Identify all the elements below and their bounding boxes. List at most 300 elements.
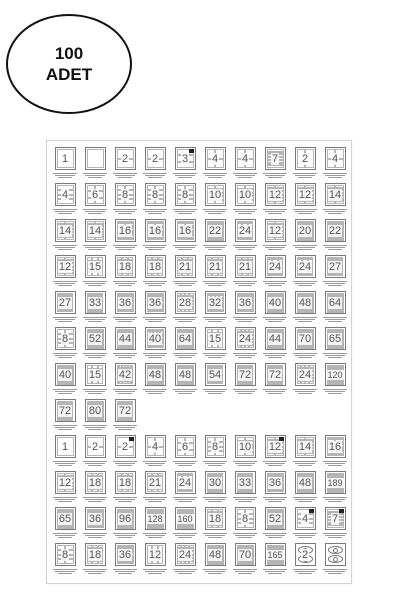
template-caption-lines [262, 496, 288, 502]
label-template-thumbnail [325, 435, 346, 458]
label-template-thumbnail [145, 363, 166, 386]
label-template-thumbnail [85, 147, 106, 170]
template-caption-lines [262, 532, 288, 538]
labels-per-sheet-count: 42 [118, 368, 132, 381]
label-template-thumbnail [295, 219, 316, 242]
template-caption-lines [112, 172, 138, 178]
labels-per-sheet-count: 24 [238, 224, 252, 237]
label-template-thumbnail [265, 471, 286, 494]
label-template [172, 363, 198, 397]
label-template [112, 255, 138, 289]
template-caption-lines [82, 496, 108, 502]
template-caption-lines [292, 568, 318, 574]
template-caption-lines [82, 352, 108, 358]
template-caption-lines [142, 388, 168, 394]
label-template [322, 219, 348, 253]
label-template-thumbnail [295, 507, 316, 530]
label-template [142, 219, 168, 253]
template-caption-lines [232, 460, 258, 466]
label-template [262, 183, 288, 217]
label-template [172, 507, 198, 541]
template-caption-lines [112, 316, 138, 322]
template-caption-lines [112, 352, 138, 358]
labels-per-sheet-count: 12 [298, 188, 312, 201]
label-template-thumbnail [265, 327, 286, 350]
labels-per-sheet-count: 165 [267, 549, 283, 560]
template-caption-lines [232, 244, 258, 250]
label-template [172, 327, 198, 361]
template-caption-lines [202, 208, 228, 214]
label-template-thumbnail [205, 291, 226, 314]
template-caption-lines [292, 244, 318, 250]
label-template [202, 471, 228, 505]
label-template [142, 435, 168, 469]
template-caption-lines [82, 460, 108, 466]
label-template [112, 435, 138, 469]
template-caption-lines [202, 172, 228, 178]
label-template-thumbnail [175, 435, 196, 458]
template-caption-lines [322, 316, 348, 322]
label-template [52, 147, 78, 181]
template-caption-lines [262, 568, 288, 574]
label-template-thumbnail [145, 471, 166, 494]
template-caption-lines [232, 172, 258, 178]
labels-per-sheet-count: 40 [58, 368, 72, 381]
label-template [262, 435, 288, 469]
label-template-thumbnail [85, 363, 106, 386]
label-template-thumbnail [235, 255, 256, 278]
label-template-thumbnail [145, 543, 166, 566]
label-template-thumbnail [265, 435, 286, 458]
label-template [232, 471, 258, 505]
label-template-thumbnail [145, 255, 166, 278]
labels-per-sheet-count: 64 [178, 332, 192, 345]
template-caption-lines [52, 532, 78, 538]
labels-per-sheet-count: 24 [268, 260, 282, 273]
template-caption-lines [142, 316, 168, 322]
label-template [322, 255, 348, 289]
template-caption-lines [232, 496, 258, 502]
label-template-thumbnail [295, 363, 316, 386]
template-caption-lines [52, 424, 78, 430]
label-template-thumbnail [265, 147, 286, 170]
label-template [292, 507, 318, 541]
label-template [322, 147, 348, 181]
template-caption-lines [112, 568, 138, 574]
template-caption-lines [322, 568, 348, 574]
label-template [142, 507, 168, 541]
label-template-thumbnail [295, 327, 316, 350]
label-template-thumbnail [145, 327, 166, 350]
template-caption-lines [292, 172, 318, 178]
template-caption-lines [172, 460, 198, 466]
template-caption-lines [52, 388, 78, 394]
template-caption-lines [232, 532, 258, 538]
labels-per-sheet-count: 24 [178, 476, 192, 489]
label-template [232, 435, 258, 469]
template-caption-lines [322, 280, 348, 286]
labels-per-sheet-count: 80 [88, 404, 102, 417]
label-template [52, 471, 78, 505]
label-template [292, 183, 318, 217]
label-template [142, 471, 168, 505]
label-template [172, 471, 198, 505]
label-template [292, 219, 318, 253]
label-template-thumbnail [295, 435, 316, 458]
label-template-thumbnail [55, 543, 76, 566]
label-template-thumbnail [85, 543, 106, 566]
label-template [322, 543, 348, 577]
template-caption-lines [292, 460, 318, 466]
labels-per-sheet-count: 160 [177, 513, 193, 524]
labels-per-sheet-count: 7 [271, 152, 279, 165]
label-template-thumbnail [175, 363, 196, 386]
labels-per-sheet-count: 4 [331, 152, 339, 165]
template-caption-lines [52, 172, 78, 178]
template-caption-lines [142, 208, 168, 214]
label-template-thumbnail [295, 255, 316, 278]
label-template [142, 327, 168, 361]
template-caption-lines [262, 352, 288, 358]
label-template [82, 471, 108, 505]
label-template-thumbnail [205, 543, 226, 566]
labels-per-sheet-count: 22 [328, 224, 342, 237]
labels-per-sheet-count: 48 [178, 368, 192, 381]
label-template-thumbnail [115, 471, 136, 494]
label-template [232, 507, 258, 541]
labels-per-sheet-count: 3 [181, 152, 189, 165]
label-template-thumbnail [85, 291, 106, 314]
template-caption-lines [142, 460, 168, 466]
labels-per-sheet-count: 8 [61, 332, 69, 345]
template-caption-lines [322, 496, 348, 502]
label-template [82, 363, 108, 397]
template-caption-lines [112, 388, 138, 394]
labels-per-sheet-count: 4 [211, 152, 219, 165]
template-caption-lines [262, 388, 288, 394]
template-caption-lines [82, 388, 108, 394]
labels-per-sheet-count: 1 [61, 152, 69, 165]
label-template-thumbnail [55, 291, 76, 314]
template-caption-lines [82, 316, 108, 322]
label-template [292, 543, 318, 577]
label-template [52, 291, 78, 325]
label-template-thumbnail [235, 507, 256, 530]
template-caption-lines [292, 352, 318, 358]
template-caption-lines [112, 532, 138, 538]
labels-per-sheet-count: 15 [88, 260, 102, 273]
labels-per-sheet-count: 1 [61, 440, 69, 453]
label-template-thumbnail [175, 327, 196, 350]
labels-per-sheet-count: 52 [88, 332, 102, 345]
label-template [82, 399, 108, 433]
label-template [112, 183, 138, 217]
label-template-thumbnail [235, 435, 256, 458]
labels-per-sheet-count: 21 [238, 260, 252, 273]
labels-per-sheet-count: 72 [238, 368, 252, 381]
template-caption-lines [82, 424, 108, 430]
template-caption-lines [52, 352, 78, 358]
label-template [82, 255, 108, 289]
template-caption-lines [82, 244, 108, 250]
label-template-thumbnail [115, 543, 136, 566]
template-caption-lines [112, 280, 138, 286]
label-template-thumbnail [235, 327, 256, 350]
label-template-thumbnail [145, 183, 166, 206]
label-template-thumbnail [115, 327, 136, 350]
template-caption-lines [322, 352, 348, 358]
label-template [142, 255, 168, 289]
label-template-thumbnail [55, 363, 76, 386]
template-caption-lines [52, 244, 78, 250]
label-template-thumbnail [175, 543, 196, 566]
label-template [322, 363, 348, 397]
label-template-thumbnail [325, 507, 346, 530]
labels-per-sheet-count: 27 [58, 296, 72, 309]
labels-per-sheet-count: 2 [301, 152, 309, 165]
labels-per-sheet-count: 36 [88, 512, 102, 525]
template-caption-lines [232, 352, 258, 358]
template-caption-lines [142, 352, 168, 358]
label-template [262, 147, 288, 181]
template-caption-lines [202, 532, 228, 538]
template-caption-lines [142, 568, 168, 574]
label-template [232, 147, 258, 181]
labels-per-sheet-count [326, 544, 345, 565]
label-template [202, 363, 228, 397]
label-template [262, 363, 288, 397]
label-template [52, 435, 78, 469]
label-template-thumbnail [115, 507, 136, 530]
label-template [82, 435, 108, 469]
template-caption-lines [292, 496, 318, 502]
label-template [202, 435, 228, 469]
labels-per-sheet-count: 28 [178, 296, 192, 309]
label-template [112, 363, 138, 397]
label-template-thumbnail [235, 363, 256, 386]
template-caption-lines [112, 496, 138, 502]
labels-per-sheet-count: 16 [148, 224, 162, 237]
label-template [112, 471, 138, 505]
template-caption-lines [172, 316, 198, 322]
labels-per-sheet-count: 48 [298, 296, 312, 309]
labels-per-sheet-count: 4 [151, 440, 159, 453]
labels-per-sheet-count: 21 [178, 260, 192, 273]
label-template-thumbnail [55, 327, 76, 350]
label-template [262, 291, 288, 325]
labels-per-sheet-count: 189 [327, 477, 343, 488]
template-caption-lines [82, 568, 108, 574]
label-template [322, 507, 348, 541]
label-template-thumbnail [205, 219, 226, 242]
label-template [172, 183, 198, 217]
label-template-thumbnail [145, 435, 166, 458]
quantity-badge [6, 14, 132, 114]
labels-per-sheet-count: 36 [148, 296, 162, 309]
labels-per-sheet-count: 2 [301, 548, 309, 561]
template-caption-lines [172, 388, 198, 394]
label-template [172, 435, 198, 469]
labels-per-sheet-count: 72 [118, 404, 132, 417]
label-template-thumbnail [175, 183, 196, 206]
label-template [82, 291, 108, 325]
label-template-thumbnail [175, 255, 196, 278]
label-template [112, 147, 138, 181]
badge-count: 100 [54, 44, 84, 63]
label-template [112, 399, 138, 433]
template-caption-lines [262, 460, 288, 466]
labels-per-sheet-count: 6 [181, 440, 189, 453]
labels-per-sheet-count: 27 [328, 260, 342, 273]
labels-per-sheet-count: 24 [298, 368, 312, 381]
template-caption-lines [262, 244, 288, 250]
label-template-thumbnail [265, 291, 286, 314]
template-caption-lines [322, 208, 348, 214]
label-template-thumbnail [85, 255, 106, 278]
label-template [172, 147, 198, 181]
labels-per-sheet-count: 4 [301, 512, 309, 525]
labels-per-sheet-count: 12 [58, 260, 72, 273]
label-template [202, 327, 228, 361]
label-template-thumbnail [295, 291, 316, 314]
label-template-thumbnail [115, 255, 136, 278]
template-caption-lines [112, 424, 138, 430]
label-template [232, 543, 258, 577]
label-template [232, 327, 258, 361]
template-caption-lines [202, 568, 228, 574]
label-template-thumbnail [55, 435, 76, 458]
labels-per-sheet-count: 4 [61, 188, 69, 201]
template-caption-lines [322, 388, 348, 394]
template-caption-lines [202, 352, 228, 358]
template-caption-lines [292, 316, 318, 322]
label-template [202, 147, 228, 181]
labels-per-sheet-count: 18 [88, 548, 102, 561]
template-caption-lines [142, 244, 168, 250]
template-caption-lines [172, 532, 198, 538]
template-caption-lines [112, 460, 138, 466]
labels-per-sheet-count: 18 [148, 260, 162, 273]
labels-per-sheet-count: 6 [91, 188, 99, 201]
label-template [262, 543, 288, 577]
labels-per-sheet-count: 120 [327, 369, 343, 380]
labels-per-sheet-count: 40 [268, 296, 282, 309]
template-caption-lines [142, 496, 168, 502]
labels-per-sheet-count: 44 [268, 332, 282, 345]
labels-per-sheet-count: 10 [238, 440, 252, 453]
label-templates-sheet [46, 140, 352, 584]
labels-per-sheet-count: 33 [238, 476, 252, 489]
label-template-thumbnail [85, 435, 106, 458]
label-template [262, 219, 288, 253]
template-caption-lines [292, 388, 318, 394]
label-template-thumbnail [325, 147, 346, 170]
labels-per-sheet-count: 30 [208, 476, 222, 489]
label-template-thumbnail [325, 219, 346, 242]
template-caption-lines [262, 208, 288, 214]
label-template-thumbnail [205, 147, 226, 170]
label-template-thumbnail [85, 471, 106, 494]
label-template [82, 183, 108, 217]
label-template-thumbnail [115, 435, 136, 458]
label-template [142, 291, 168, 325]
template-caption-lines [112, 244, 138, 250]
label-template-thumbnail [55, 471, 76, 494]
labels-per-sheet-count: 18 [88, 476, 102, 489]
label-template [172, 543, 198, 577]
label-template [172, 291, 198, 325]
template-caption-lines [202, 280, 228, 286]
template-caption-lines [232, 316, 258, 322]
label-template [52, 507, 78, 541]
labels-per-sheet-count [86, 148, 105, 169]
labels-per-sheet-count: 65 [328, 332, 342, 345]
label-template-thumbnail [325, 291, 346, 314]
label-template [52, 399, 78, 433]
labels-per-sheet-count: 14 [328, 188, 342, 201]
template-caption-lines [292, 208, 318, 214]
template-caption-lines [292, 532, 318, 538]
label-template-thumbnail [265, 507, 286, 530]
labels-per-sheet-count: 36 [268, 476, 282, 489]
label-template-thumbnail [295, 147, 316, 170]
labels-per-sheet-count: 18 [118, 260, 132, 273]
labels-per-sheet-count: 10 [238, 188, 252, 201]
labels-per-sheet-count: 70 [238, 548, 252, 561]
template-caption-lines [202, 496, 228, 502]
template-caption-lines [142, 172, 168, 178]
label-template-thumbnail [295, 543, 316, 566]
label-template-thumbnail [265, 543, 286, 566]
label-template [292, 255, 318, 289]
labels-per-sheet-count: 12 [58, 476, 72, 489]
label-template [262, 471, 288, 505]
labels-per-sheet-count: 8 [241, 512, 249, 525]
template-caption-lines [202, 244, 228, 250]
label-template-thumbnail [175, 471, 196, 494]
labels-per-sheet-count: 8 [181, 188, 189, 201]
labels-per-sheet-count: 21 [148, 476, 162, 489]
template-caption-lines [322, 244, 348, 250]
labels-per-sheet-count: 52 [268, 512, 282, 525]
template-caption-lines [262, 316, 288, 322]
template-caption-lines [322, 172, 348, 178]
label-template-thumbnail [265, 255, 286, 278]
labels-per-sheet-count: 36 [118, 296, 132, 309]
template-caption-lines [172, 172, 198, 178]
label-template-thumbnail [145, 219, 166, 242]
label-template-thumbnail [145, 147, 166, 170]
label-template [202, 507, 228, 541]
label-template [202, 291, 228, 325]
label-template [202, 255, 228, 289]
template-caption-lines [52, 280, 78, 286]
labels-per-sheet-count: 12 [268, 188, 282, 201]
template-caption-lines [52, 568, 78, 574]
label-template-thumbnail [265, 219, 286, 242]
label-template [112, 327, 138, 361]
labels-per-sheet-count: 22 [208, 224, 222, 237]
label-template [262, 255, 288, 289]
label-template-thumbnail [115, 147, 136, 170]
label-template [52, 363, 78, 397]
label-template-thumbnail [265, 363, 286, 386]
label-template [232, 291, 258, 325]
label-template-thumbnail [325, 327, 346, 350]
labels-per-sheet-count: 16 [178, 224, 192, 237]
label-template-thumbnail [85, 183, 106, 206]
labels-per-sheet-count: 12 [268, 224, 282, 237]
